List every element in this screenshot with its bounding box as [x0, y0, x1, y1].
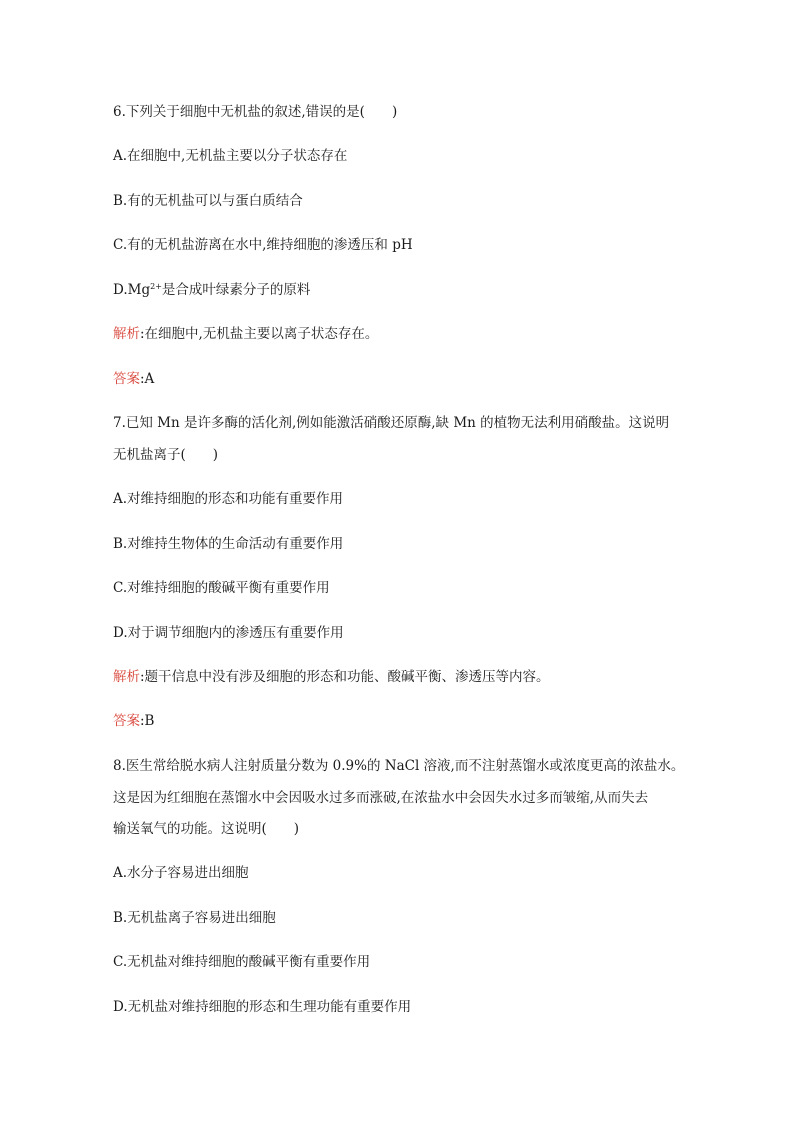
question-8-option-b: B.无机盐离子容易进出细胞 — [113, 910, 276, 926]
answer-label: 答案 — [113, 713, 140, 729]
question-7-analysis — [113, 667, 550, 687]
question-6-option-b: B.有的无机盐可以与蛋白质结合 — [113, 193, 303, 209]
question-8-option-a: A.水分子容易进出细胞 — [113, 865, 249, 881]
question-6-option-a: A.在细胞中,无机盐主要以分子状态存在 — [113, 148, 348, 164]
answer-label: 答案 — [113, 371, 140, 387]
question-8-stem-line-3: 输送氧气的功能。这说明( ) — [113, 821, 300, 837]
question-8-option-d: D.无机盐对维持细胞的形态和生理功能有重要作用 — [113, 999, 412, 1015]
analysis-label: 解析 — [113, 326, 140, 342]
analysis-text: :在细胞中,无机盐主要以离子状态存在。 — [140, 326, 379, 342]
question-6-stem: 6.下列关于细胞中无机盐的叙述,错误的是( ) — [113, 104, 398, 120]
answer-text: :B — [140, 713, 155, 729]
question-6-option-d — [113, 280, 310, 300]
option-d-prefix: D.Mg — [113, 282, 151, 298]
question-7-stem-line-1: 7.已知 Mn 是许多酶的活化剂,例如能激活硝酸还原酶,缺 Mn 的植物无法利用硝酸盐。这说明 — [113, 415, 670, 431]
question-6-option-c: C.有的无机盐游离在水中,维持细胞的渗透压和 pH — [113, 237, 413, 253]
question-7-stem-line-2: 无机盐离子( ) — [113, 447, 219, 463]
question-7-answer — [113, 711, 154, 731]
option-d-suffix: 是合成叶绿素分子的原料 — [161, 282, 311, 298]
question-6-answer — [113, 369, 154, 389]
question-8-stem-line-1: 8.医生常给脱水病人注射质量分数为 0.9%的 NaCl 溶液,而不注射蒸馏水或浓度更高的浓盐水。 — [113, 758, 685, 774]
analysis-text: :题干信息中没有涉及细胞的形态和功能、酸碱平衡、渗透压等内容。 — [140, 669, 550, 685]
question-7-option-a: A.对维持细胞的形态和功能有重要作用 — [113, 491, 344, 507]
question-8-option-c: C.无机盐对维持细胞的酸碱平衡有重要作用 — [113, 954, 371, 970]
question-7-option-c: C.对维持细胞的酸碱平衡有重要作用 — [113, 580, 330, 596]
answer-text: :A — [140, 371, 155, 387]
question-7-option-d: D.对于调节细胞内的渗透压有重要作用 — [113, 625, 344, 641]
question-6-analysis — [113, 324, 378, 344]
question-7-option-b: B.对维持生物体的生命活动有重要作用 — [113, 536, 344, 552]
analysis-label: 解析 — [113, 669, 140, 685]
ion-charge-superscript: 2+ — [150, 282, 162, 291]
question-8-stem-line-2: 这是因为红细胞在蒸馏水中会因吸水过多而涨破,在浓盐水中会因失水过多而皱缩,从而失去 — [113, 790, 649, 806]
